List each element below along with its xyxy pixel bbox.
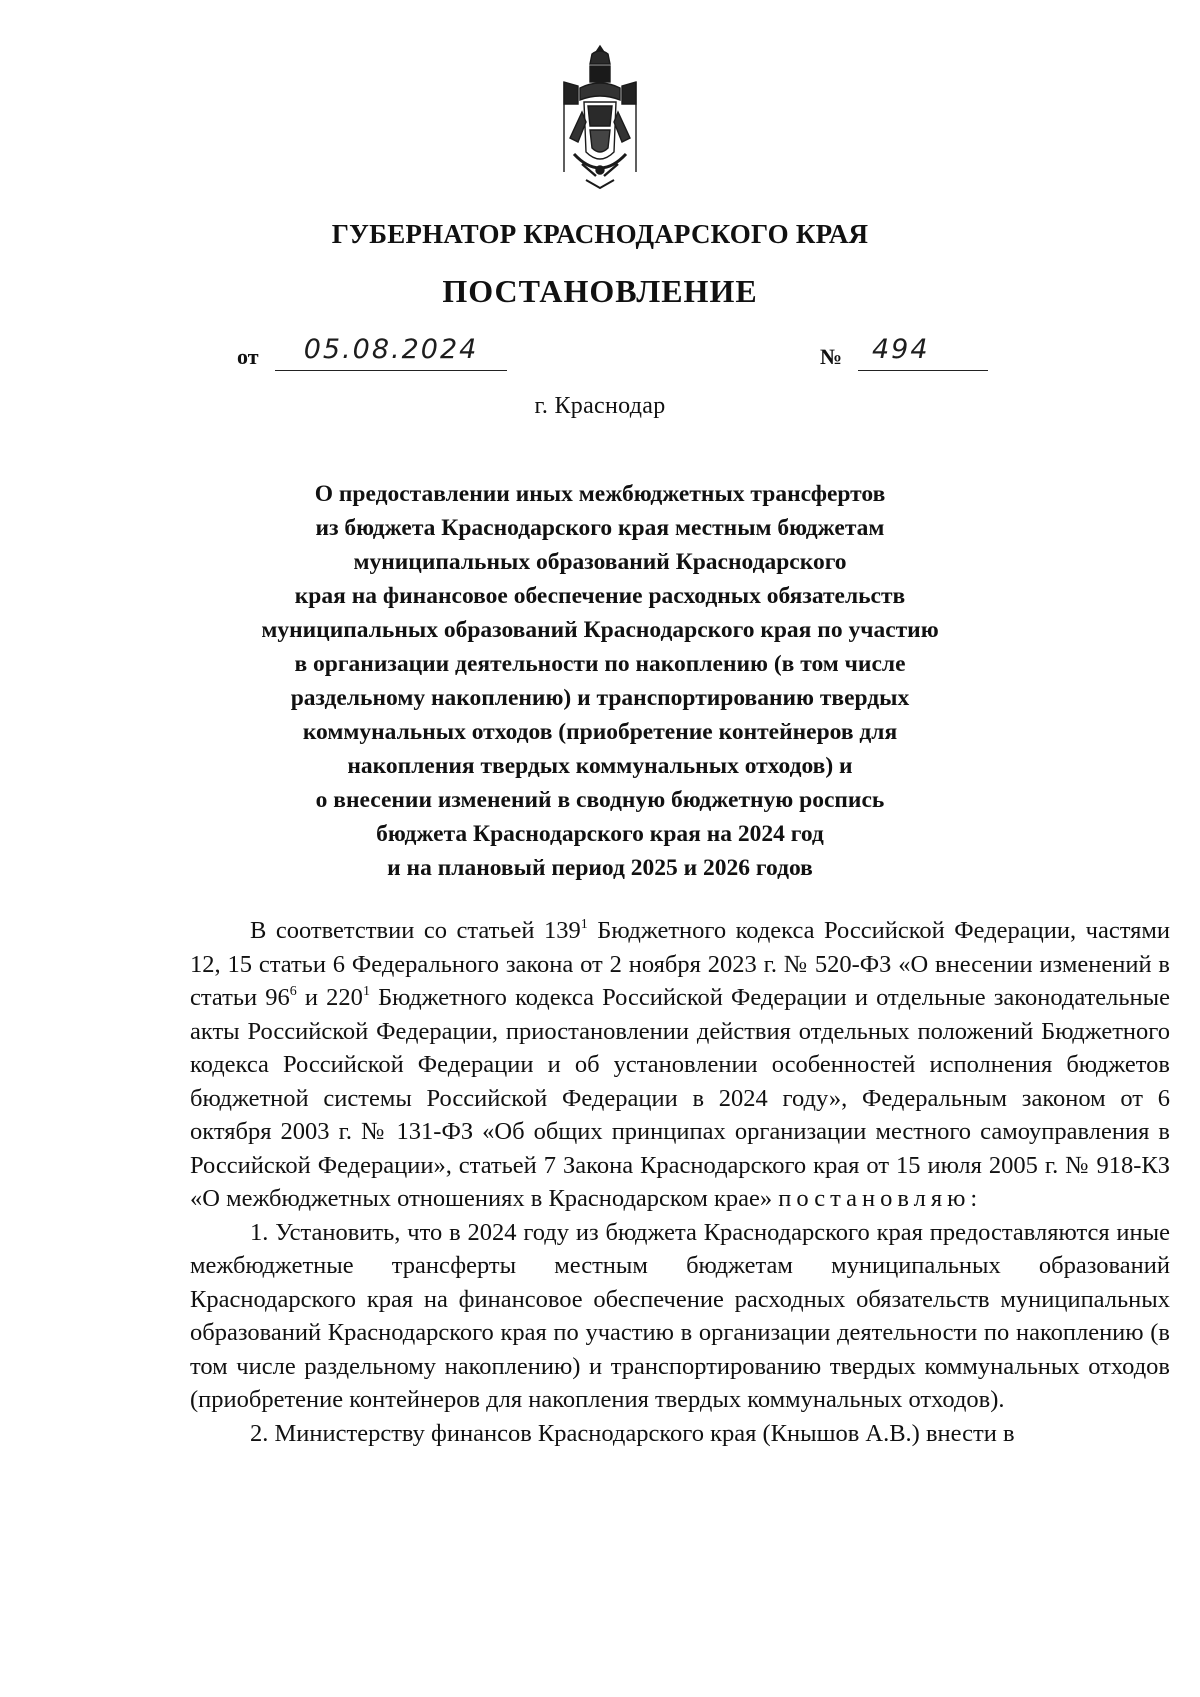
preamble-paragraph (190, 914, 1170, 1216)
issuer-heading: ГУБЕРНАТОР КРАСНОДАРСКОГО КРАЯ (331, 219, 869, 249)
title-line: и на плановый период 2025 и 2026 годов (387, 855, 813, 881)
item-1-paragraph: 1. Установить, что в 2024 году из бюджета Краснодарского края предоставляются иные межбюджетные трансферты местным бюджетам муниципальных образований Краснодарского края на финансовое обеспечение расходных обязательств муниципальных образований Краснодарского края по участию в организации деятельности по накоплению (в том числе раздельному накоплению) и транспортированию твердых коммунальных отходов (приобретение контейнеров для накопления твердых коммунальных отходов). (190, 1218, 1170, 1413)
title-line: из бюджета Краснодарского края местным бюджетам (315, 515, 885, 541)
superscript: 1 (362, 984, 370, 999)
superscript: 6 (289, 984, 297, 999)
preamble-text-1: В соответствии со статьей 139 (250, 917, 581, 944)
preamble-text-2: Бюджетного кодекса Российской Федерации, частями 12, 15 статьи 6 Федерального закона от 2 ноября 2023 г. № 520-ФЗ «О внесении изменений в статьи 96 (190, 917, 1171, 1011)
title-line: о внесении изменений в сводную бюджетную роспись (315, 787, 885, 813)
superscript: 1 (580, 917, 588, 932)
title-line: накопления твердых коммунальных отходов) и (347, 753, 853, 779)
title-line: бюджета Краснодарского края на 2024 год (376, 821, 824, 847)
date-underline (275, 370, 507, 371)
date-label: от (237, 344, 259, 369)
title-line: коммунальных отходов (приобретение контейнеров для (302, 719, 898, 745)
number-underline (858, 370, 988, 371)
coat-of-arms-emblem (556, 42, 644, 192)
title-line: раздельному накоплению) и транспортированию твердых (290, 685, 910, 711)
resolve-word: постановляю: (778, 1185, 983, 1212)
number-value-handwritten: 494 (872, 334, 930, 365)
document-body (190, 914, 1170, 1450)
preamble-text-3: и 220 (296, 984, 363, 1011)
title-line: муниципальных образований Краснодарского края по участию (261, 617, 939, 643)
number-label: № (820, 344, 843, 369)
item-2-paragraph: 2. Министерству финансов Краснодарского края (Кнышов А.В.) внести в (250, 1419, 1015, 1447)
title-line: края на финансовое обеспечение расходных обязательств (294, 583, 906, 609)
city-line: г. Краснодар (534, 393, 666, 419)
title-line: в организации деятельности по накоплению (в том числе (294, 651, 906, 677)
document-type-heading: ПОСТАНОВЛЕНИЕ (442, 273, 758, 309)
date-value-handwritten: 05.08.2024 (303, 334, 479, 365)
title-line: муниципальных образований Краснодарского (353, 549, 847, 575)
title-line: О предоставлении иных межбюджетных трансфертов (314, 481, 886, 507)
document-title (0, 477, 1200, 885)
preamble-text-4: Бюджетного кодекса Российской Федерации и отдельные законодательные акты Российской Федерации, приостановлении действия отдельных положений Бюджетного кодекса Российской Федерации и об установлении особенностей исполнения бюджетов бюджетной системы Российской Федерации в 2024 году», Федеральным законом от 6 октября 2003 г. № 131-ФЗ «Об общих принципах организации местного самоуправления в Российской Федерации», статьей 7 Закона Краснодарского края от 15 июля 2005 г. № 918-КЗ «О межбюджетных отношениях в Краснодарском крае» (190, 984, 1170, 1212)
